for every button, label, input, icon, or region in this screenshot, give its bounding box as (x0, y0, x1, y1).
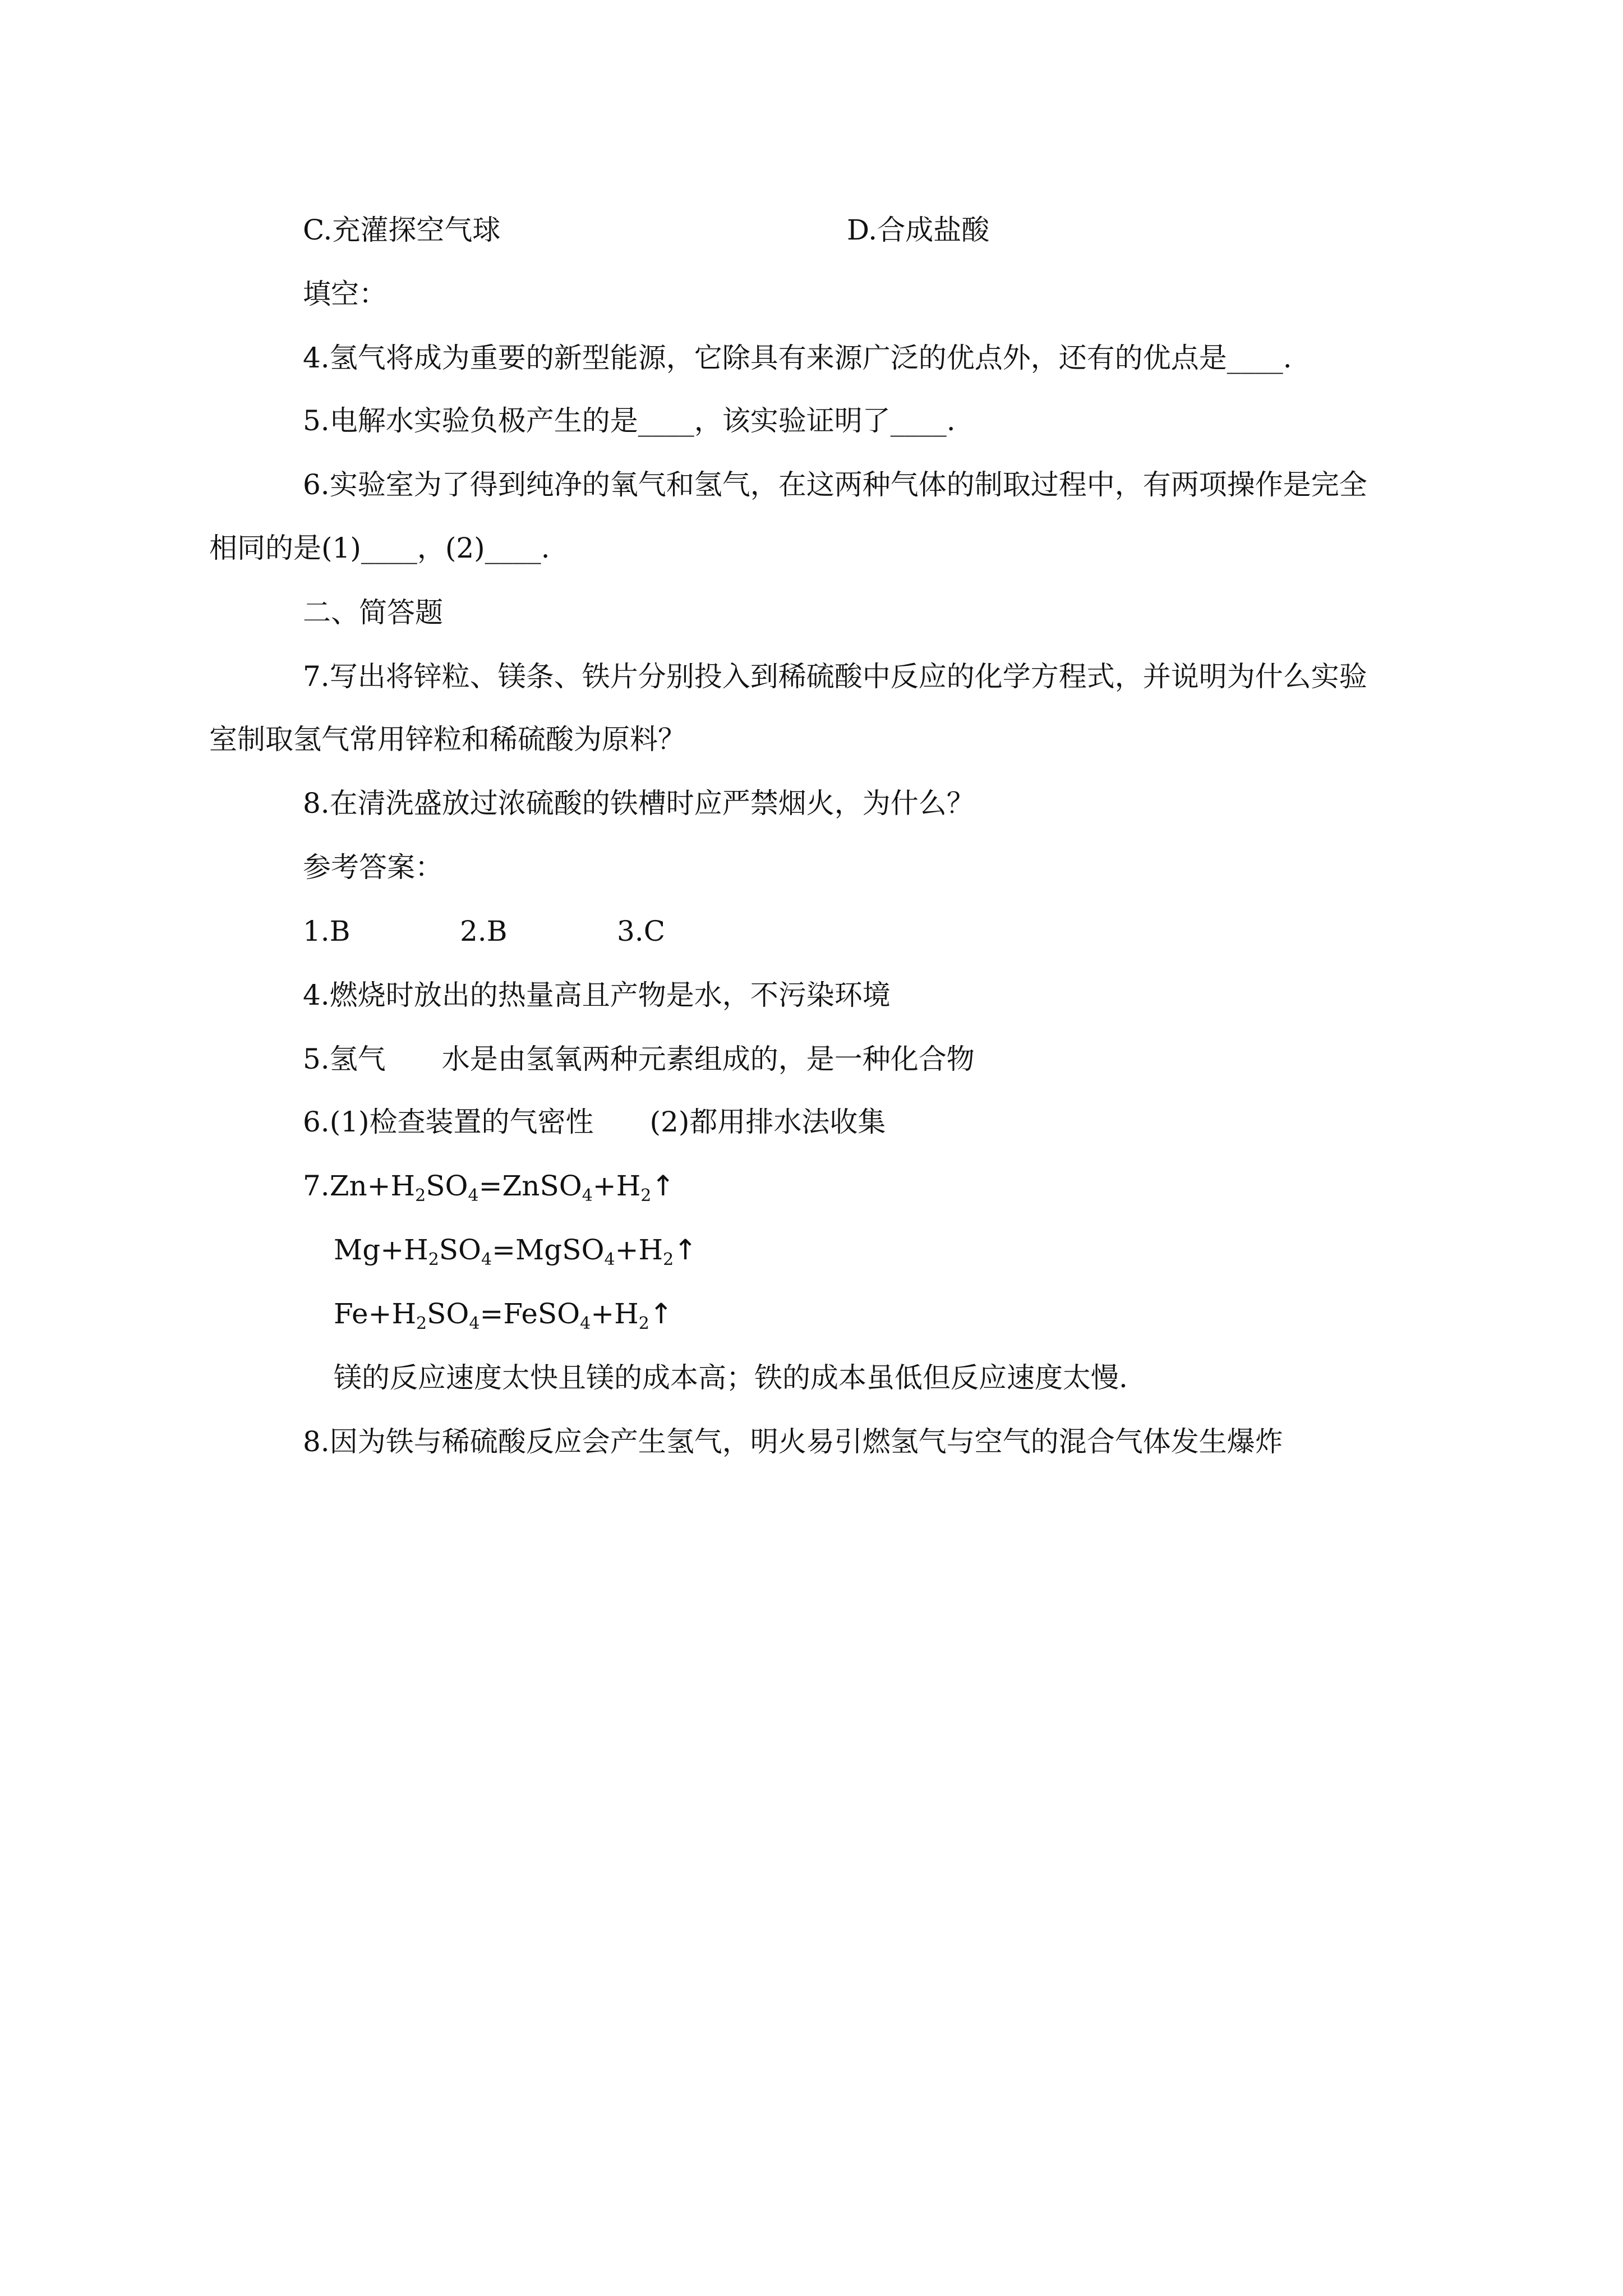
question-7-line-2: 室制取氢气常用锌粒和稀硫酸为原料？ (209, 723, 686, 756)
formula-part: SO (427, 1297, 469, 1330)
question-8: 8.在清洗盛放过浓硫酸的铁槽时应严禁烟火，为什么？ (303, 787, 975, 820)
answer-1: 1.B (303, 915, 351, 947)
gas-arrow-icon: ↑ (651, 1170, 675, 1202)
formula-part: =MgSO (492, 1234, 605, 1266)
subscript: 4 (481, 1250, 492, 1269)
subscript: 4 (468, 1186, 479, 1205)
options-row (303, 213, 500, 247)
answer-3: 3.C (617, 915, 665, 947)
formula-part: +H (591, 1297, 639, 1330)
question-6-line-2: 相同的是(1)____，(2)____. (209, 532, 550, 564)
answer-2: 2.B (460, 915, 508, 947)
answer-4: 4.燃烧时放出的热量高且产物是水，不污染环境 (303, 979, 891, 1011)
answers-heading: 参考答案： (303, 851, 443, 884)
gas-arrow-icon: ↑ (674, 1234, 698, 1266)
question-4: 4.氢气将成为重要的新型能源，它除具有来源广泛的优点外，还有的优点是____. (303, 342, 1292, 374)
question-6-line-1: 6.实验室为了得到纯净的氧气和氢气，在这两种气体的制取过程中，有两项操作是完全 (303, 468, 1367, 501)
answer-6: 6.(1)检查装置的气密性 (2)都用排水法收集 (303, 1106, 886, 1138)
subscript: 4 (580, 1314, 591, 1333)
answer-7-equation-fe (334, 1297, 673, 1341)
answer-7-equation-mg (334, 1233, 697, 1277)
subscript: 2 (415, 1186, 426, 1205)
subscript: 2 (428, 1250, 439, 1269)
formula-part: SO (426, 1170, 468, 1202)
answer-7-reason: 镁的反应速度太快且镁的成本高；铁的成本虽低但反应速度太慢. (334, 1361, 1128, 1394)
answer-5: 5.氢气 水是由氢氧两种元素组成的，是一种化合物 (303, 1043, 975, 1075)
answer-7-label: 7. (303, 1170, 330, 1202)
formula-part: Mg+H (334, 1234, 428, 1266)
subscript: 4 (604, 1250, 615, 1269)
formula-part: =FeSO (479, 1297, 580, 1330)
subscript: 4 (582, 1186, 593, 1205)
subscript: 2 (638, 1314, 649, 1333)
subscript: 4 (469, 1314, 480, 1333)
formula-part: Fe+H (334, 1297, 417, 1330)
answer-7-equation-zn (303, 1169, 675, 1213)
option-d: D.合成盐酸 (847, 214, 990, 246)
subscript: 2 (416, 1314, 427, 1333)
formula-part: +H (592, 1170, 641, 1202)
subscript: 2 (663, 1250, 674, 1269)
formula-part: =ZnSO (478, 1170, 582, 1202)
question-5: 5.电解水实验负极产生的是____，该实验证明了____. (303, 404, 956, 437)
section-short-heading: 二、简答题 (303, 596, 443, 629)
formula-part: Zn+H (329, 1170, 416, 1202)
subscript: 2 (640, 1186, 652, 1205)
question-7-line-1: 7.写出将锌粒、镁条、铁片分别投入到稀硫酸中反应的化学方程式，并说明为什么实验 (303, 660, 1367, 693)
answer-8: 8.因为铁与稀硫酸反应会产生氢气，明火易引燃氢气与空气的混合气体发生爆炸 (303, 1425, 1283, 1458)
formula-part: SO (439, 1234, 482, 1266)
section-fill-heading: 填空： (303, 278, 387, 310)
gas-arrow-icon: ↑ (649, 1297, 673, 1330)
formula-part: +H (615, 1234, 663, 1266)
option-c: C.充灌探空气球 (303, 214, 501, 246)
